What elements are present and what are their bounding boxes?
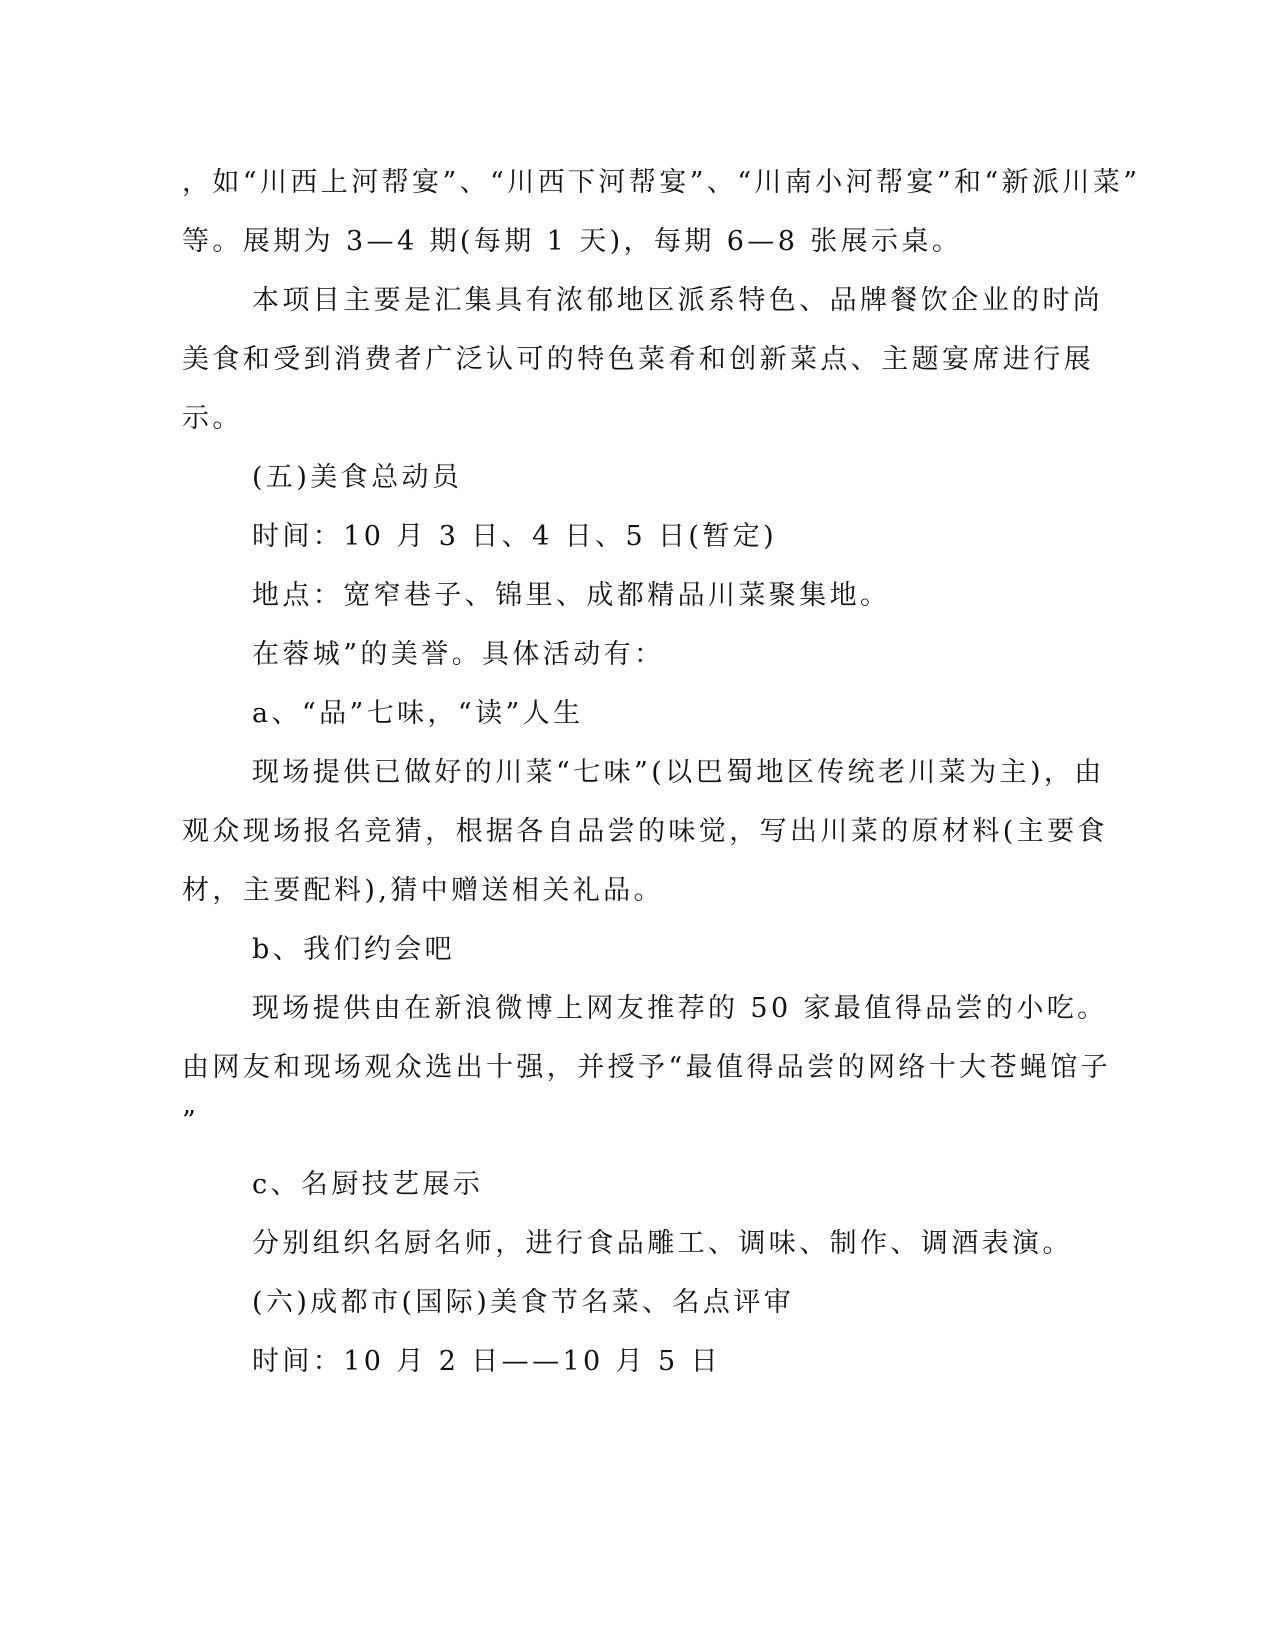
- text-line: ”: [182, 1106, 200, 1137]
- time-line: 时间：10 月 2 日——10 月 5 日: [252, 1346, 721, 1377]
- text-line: 观众现场报名竞猜，根据各自品尝的味觉，写出川菜的原材料(主要食: [182, 816, 1108, 847]
- subsection-heading: a、“品”七味，“读”人生: [252, 698, 584, 729]
- text-line: 分别组织名厨名师，进行食品雕工、调味、制作、调酒表演。: [252, 1228, 1073, 1259]
- text-line: 等。展期为 3—4 期(每期 1 天)，每期 6—8 张展示桌。: [182, 226, 963, 257]
- paragraph-start: 现场提供已做好的川菜“七味”(以巴蜀地区传统老川菜为主)，由: [252, 757, 1105, 788]
- text-line: 材，主要配料),猜中赠送相关礼品。: [182, 875, 664, 906]
- text-line: 示。: [182, 403, 243, 434]
- text-line: ，如“川西上河帮宴”、“川西下河帮宴”、“川南小河帮宴”和“新派川菜”: [182, 167, 1141, 198]
- text-line: 在蓉城”的美誉。具体活动有：: [252, 639, 665, 670]
- subsection-heading: c、名厨技艺展示: [252, 1169, 484, 1200]
- time-line: 时间：10 月 3 日、4 日、5 日(暂定): [252, 521, 778, 552]
- location-line: 地点：宽窄巷子、锦里、成都精品川菜聚集地。: [252, 580, 891, 611]
- subsection-heading: b、我们约会吧: [252, 934, 456, 965]
- section-heading: (六)成都市(国际)美食节名菜、名点评审: [252, 1287, 795, 1318]
- paragraph-start: 现场提供由在新浪微博上网友推荐的 50 家最值得品尝的小吃。: [252, 993, 1108, 1024]
- section-heading: (五)美食总动员: [252, 462, 463, 493]
- paragraph-start: 本项目主要是汇集具有浓郁地区派系特色、品牌餐饮企业的时尚: [252, 285, 1104, 316]
- text-line: 由网友和现场观众选出十强，并授予“最值得品尝的网络十大苍蝇馆子: [182, 1052, 1112, 1083]
- text-line: 美食和受到消费者广泛认可的特色菜肴和创新菜点、主题宴席进行展: [182, 344, 1094, 375]
